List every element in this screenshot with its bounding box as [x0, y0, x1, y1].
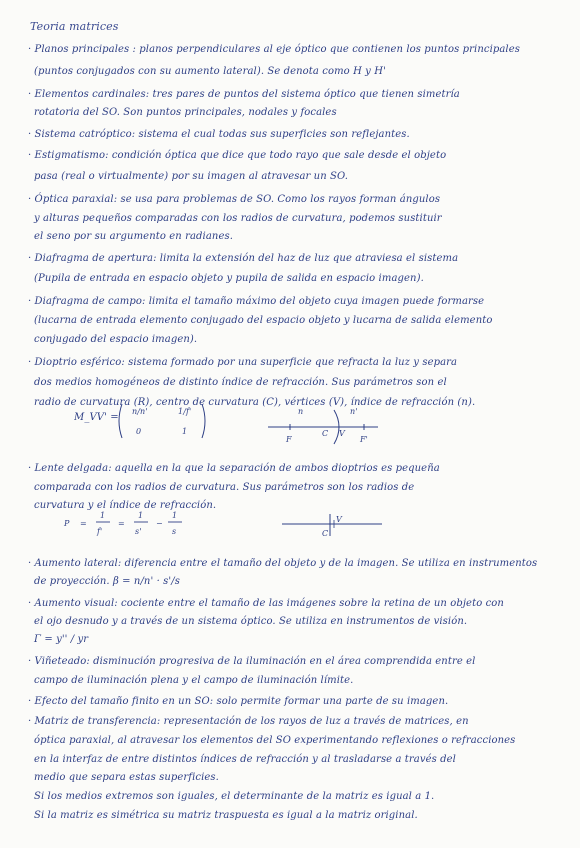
- numerator-3: 1: [172, 511, 178, 520]
- note-line: conjugado del espacio imagen).: [34, 334, 198, 345]
- note-line: óptica paraxial, al atravesar los elementos del SO experimentando reflexiones o refracciones: [34, 735, 516, 746]
- note-line: y alturas pequeños comparadas con los radios de curvatura, podemos sustituir: [34, 213, 442, 224]
- matrix-left-bracket: [119, 404, 122, 438]
- note-line: de proyección. β = n/n' · s'/s: [34, 576, 180, 587]
- note-line: · Sistema catróptico: sistema el cual todas sus superficies son reflejantes.: [28, 129, 410, 140]
- note-line: (Pupila de entrada en espacio objeto y pupila de salida en espacio imagen).: [34, 273, 424, 284]
- denominator-s-prime: s': [135, 527, 142, 536]
- note-line: · Aumento visual: cociente entre el tamaño de las imágenes sobre la retina de un objeto con: [28, 598, 504, 609]
- matrix-r2c2: 1: [182, 427, 188, 436]
- matrix-right-bracket: [202, 404, 205, 438]
- note-line: pasa (real o virtualmente) por su imagen al atravesar un SO.: [34, 171, 348, 182]
- note-line: en la interfaz de entre distintos índices de refracción y al trasladarse a través del: [34, 754, 456, 765]
- medium-n-prime-label: n': [350, 407, 358, 416]
- note-line: curvatura y el índice de refracción.: [34, 500, 217, 511]
- equals-sign: =: [80, 519, 87, 528]
- note-line: Γ = y'' / yr: [34, 634, 89, 645]
- vertex-v-label: V: [339, 429, 345, 438]
- note-line: rotatoria del SO. Son puntos principales, nodales y focales: [34, 107, 337, 118]
- matrix-r1c1: n/n': [132, 407, 148, 416]
- matrix-r2c1: 0: [136, 427, 142, 436]
- matrix-r1c2: 1/f': [178, 407, 192, 416]
- note-line: · Lente delgada: aquella en la que la separación de ambos dioptrios es pequeña: [28, 463, 440, 474]
- thin-lens-diagram: [282, 512, 392, 546]
- note-line: · Matriz de transferencia: representación de los rayos de luz a través de matrices, en: [28, 716, 469, 727]
- note-line: · Elementos cardinales: tres pares de puntos del sistema óptico que tienen simetría: [28, 89, 460, 100]
- note-line: · Óptica paraxial: se usa para problemas de SO. Como los rayos forman ángulos: [28, 194, 441, 205]
- note-line: · Viñeteado: disminución progresiva de la iluminación en el área comprendida entre el: [28, 656, 476, 667]
- equals-sign-2: =: [118, 519, 125, 528]
- denominator-f-prime: f': [97, 527, 103, 536]
- medium-n-label: n: [298, 407, 304, 416]
- note-line: · Aumento lateral: diferencia entre el tamaño del objeto y de la imagen. Se utiliza en instrumentos: [28, 558, 538, 569]
- dioptrio-diagram: [268, 402, 388, 454]
- lens-c-label: C: [322, 529, 329, 538]
- note-line: · Planos principales : planos perpendiculares al eje óptico que contienen los puntos principales: [28, 44, 520, 55]
- note-line: dos medios homogéneos de distinto índice de refracción. Sus parámetros son el: [34, 377, 447, 388]
- note-line: · Dioptrio esférico: sistema formado por una superficie que refracta la luz y separa: [28, 357, 458, 368]
- focal-f-label: F: [286, 435, 292, 444]
- power-p: P: [64, 519, 70, 528]
- note-line: · Estigmatismo: condición óptica que dice que todo rayo que sale desde el objeto: [28, 150, 447, 161]
- note-line: campo de iluminación plena y el campo de iluminación límite.: [34, 675, 354, 686]
- lens-v-label: V: [336, 515, 342, 524]
- note-line: comparada con los radios de curvatura. Sus parámetros son los radios de: [34, 482, 415, 493]
- note-line: (puntos conjugados con su aumento lateral). Se denota como H y H': [34, 66, 386, 77]
- page-title: Teoria matrices: [30, 20, 119, 33]
- note-line: · Efecto del tamaño finito en un SO: solo permite formar una parte de su imagen.: [28, 696, 449, 707]
- matrix-label: M_VV' =: [74, 412, 119, 423]
- focal-f-prime-label: F': [360, 435, 368, 444]
- numerator-1: 1: [100, 511, 106, 520]
- denominator-s: s: [172, 527, 177, 536]
- note-line: Si la matriz es simétrica su matriz traspuesta es igual a la matriz original.: [34, 810, 418, 821]
- note-line: Si los medios extremos son iguales, el determinante de la matriz es igual a 1.: [34, 791, 435, 802]
- minus-sign: −: [156, 519, 163, 528]
- note-line: · Diafragma de campo: limita el tamaño máximo del objeto cuya imagen puede formarse: [28, 296, 485, 307]
- note-line: el ojo desnudo y a través de un sistema óptico. Se utiliza en instrumentos de visión.: [34, 616, 468, 627]
- note-line: · Diafragma de apertura: limita la extensión del haz de luz que atraviesa el sistema: [28, 253, 459, 264]
- note-line: medio que separa estas superficies.: [34, 772, 219, 783]
- matrix-formula: [74, 400, 224, 445]
- note-line: (lucarna de entrada elemento conjugado del espacio objeto y lucarna de salida elemento: [34, 315, 493, 326]
- numerator-2: 1: [138, 511, 144, 520]
- note-line: el seno por su argumento en radianes.: [34, 231, 233, 242]
- lens-power-formula: [64, 508, 204, 544]
- matrix-svg: [74, 400, 224, 442]
- center-c-label: C: [322, 429, 329, 438]
- note-line: radio de curvatura (R), centro de curvatura (C), vértices (V), índice de refracción (n).: [34, 397, 476, 408]
